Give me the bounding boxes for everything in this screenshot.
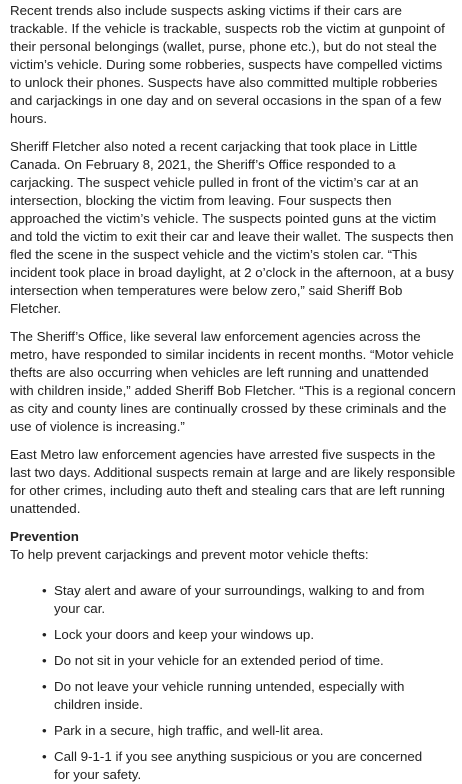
list-item bbox=[42, 652, 456, 670]
list-item-text: Do not leave your vehicle running untended, especially with children inside. bbox=[54, 679, 405, 712]
list-item bbox=[42, 722, 456, 740]
bullet-icon: • bbox=[42, 749, 47, 764]
paragraph-recent-trends: Recent trends also include suspects asking victims if their cars are trackable. If the vehicle is trackable, suspects rob the victim at gunpoint of their personal belongings (wallet, purse, phone etc.), but do not steal the victim’s vehicle. During some robberies, suspects have compelled victims to unlock their phones. Suspects have also committed multiple robberies and carjackings in one day and on several occasions in the span of a few hours. bbox=[10, 3, 445, 126]
list-item-text: Lock your doors and keep your windows up. bbox=[54, 627, 315, 642]
prevention-list bbox=[10, 582, 456, 784]
bullet-icon: • bbox=[42, 627, 47, 642]
article-body bbox=[0, 2, 462, 782]
list-item bbox=[42, 582, 456, 618]
bullet-icon: • bbox=[42, 723, 47, 738]
list-item-text: Park in a secure, high traffic, and well-lit area. bbox=[54, 723, 324, 738]
bullet-icon: • bbox=[42, 583, 47, 598]
prevention-heading: Prevention bbox=[10, 529, 79, 544]
list-item-text: Do not sit in your vehicle for an extended period of time. bbox=[54, 653, 384, 668]
list-item-text: Call 9-1-1 if you see anything suspicious or you are concerned for your safety. bbox=[54, 749, 423, 782]
list-item bbox=[42, 626, 456, 644]
list-item bbox=[42, 678, 456, 714]
prevention-intro: To help prevent carjackings and prevent motor vehicle thefts: bbox=[10, 547, 369, 562]
paragraph-regional-concern: The Sheriff’s Office, like several law enforcement agencies across the metro, have responded to similar incidents in recent months. “Motor vehicle thefts are also occurring when vehicles are left running and unattended with children inside,” added Sheriff Bob Fletcher. “This is a regional concern as city and county lines are continually crossed by these criminals and the use of violence is increasing.” bbox=[10, 329, 456, 434]
paragraph-arrests: East Metro law enforcement agencies have arrested five suspects in the last two days. Additional suspects remain at large and are likely responsible for other crimes, including auto theft and stealing cars that are left running unattended. bbox=[10, 447, 456, 516]
list-item-text: Stay alert and aware of your surroundings, walking to and from your car. bbox=[54, 583, 425, 616]
bullet-icon: • bbox=[42, 653, 47, 668]
paragraph-little-canada-carjacking: Sheriff Fletcher also noted a recent carjacking that took place in Little Canada. On February 8, 2021, the Sheriff’s Office responded to a carjacking. The suspect vehicle pulled in front of the victim’s car at an intersection, blocking the victim from leaving. Four suspects then approached the victim’s vehicle. The suspects pointed guns at the victim and told the victim to exit their car and leave their wallet. The suspects then fled the scene in the suspect vehicle and the victim’s stolen car. “This incident took place in broad daylight, at 2 o’clock in the afternoon, at a busy intersection when temperatures were below zero,” said Sheriff Bob Fletcher. bbox=[10, 139, 454, 316]
list-item bbox=[42, 748, 456, 784]
bullet-icon: • bbox=[42, 679, 47, 694]
